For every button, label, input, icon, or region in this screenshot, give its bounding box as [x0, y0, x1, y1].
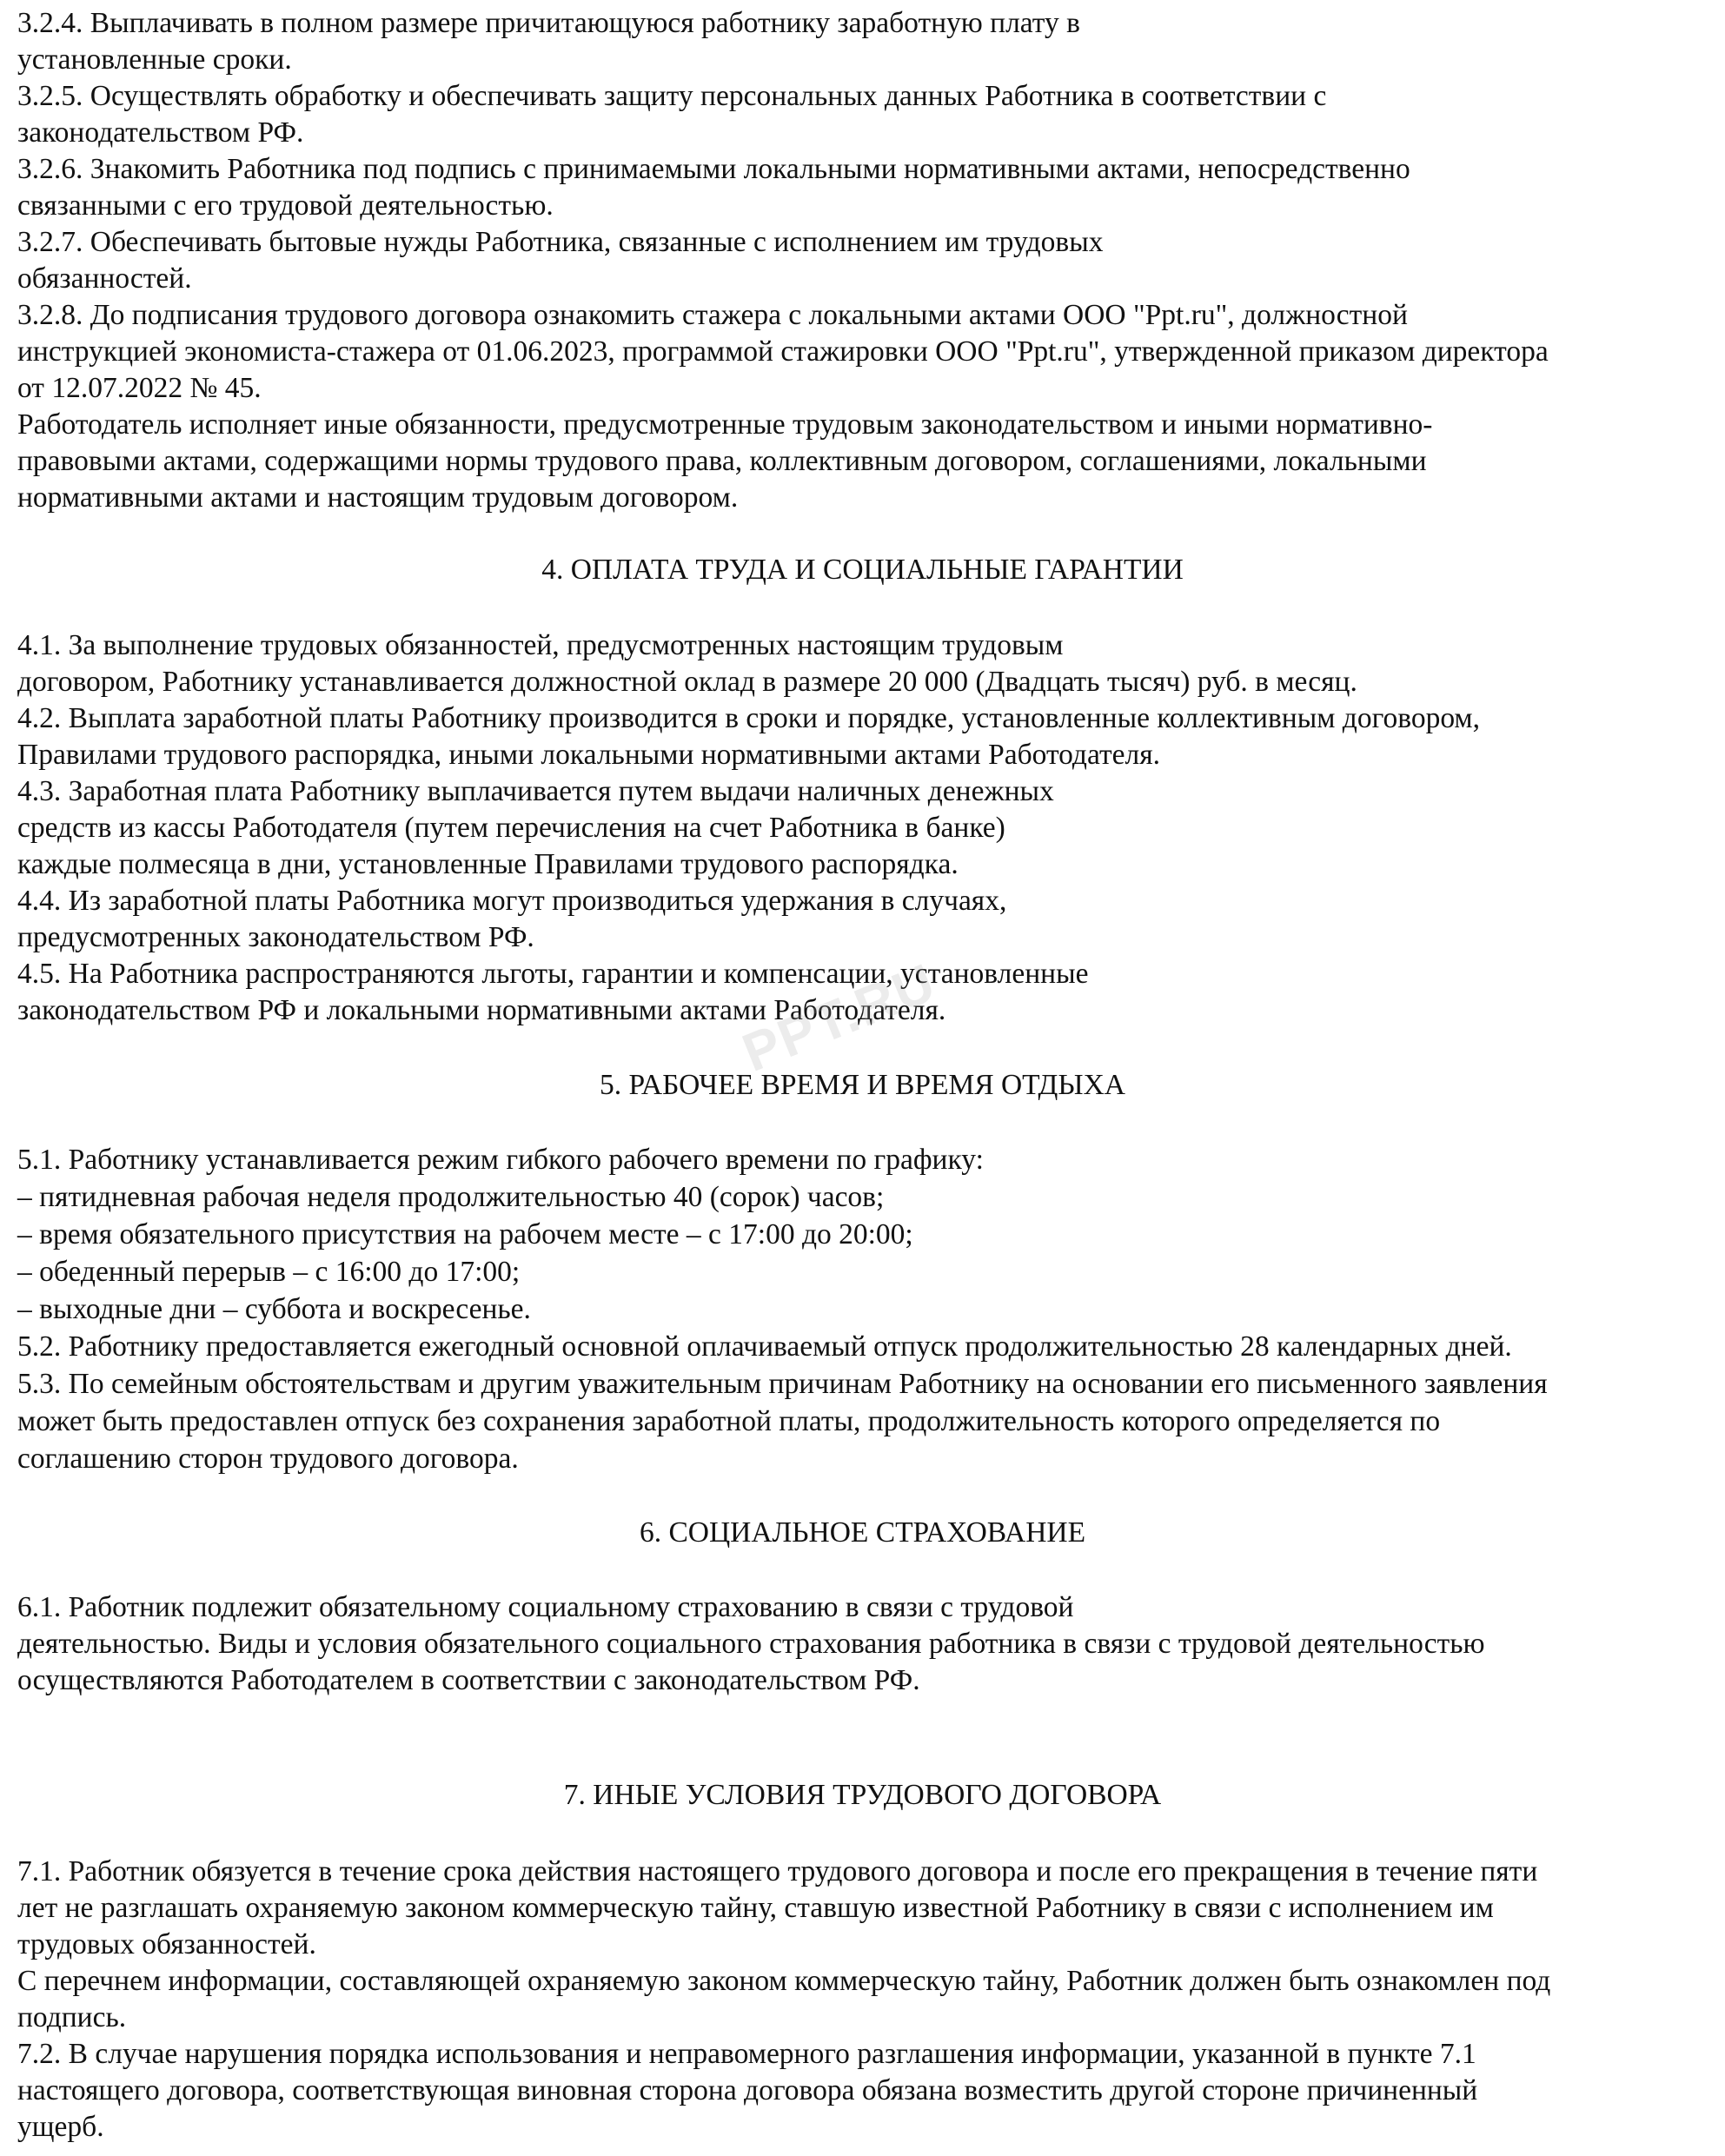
text-line: Правилами трудового распорядка, иными локальными нормативными актами Работодателя.	[17, 739, 1160, 771]
text-line: 7.2. В случае нарушения порядка использования и неправомерного разглашения информации, указанной в пункте 7.1	[17, 2038, 1476, 2070]
text-line: осуществляются Работодателем в соответствии с законодательством РФ.	[17, 1664, 920, 1696]
text-line: законодательством РФ.	[17, 116, 304, 149]
text-line: 4.1. За выполнение трудовых обязанностей, предусмотренных настоящим трудовым	[17, 629, 1064, 661]
text-line: – время обязательного присутствия на рабочем месте – с 17:00 до 20:00;	[17, 1218, 913, 1250]
text-line: 7.1. Работник обязуется в течение срока действия настоящего трудового договора и после его прекращения в течение пяти	[17, 1855, 1538, 1887]
text-line: может быть предоставлен отпуск без сохранения заработной платы, продолжительность которого определяется по	[17, 1405, 1441, 1437]
text-line: 4.5. На Работника распространяются льготы, гарантии и компенсации, установленные	[17, 958, 1089, 990]
text-line: лет не разглашать охраняемую законом коммерческую тайну, ставшую известной Работнику в связи с исполнением им	[17, 1892, 1494, 1924]
text-line: деятельностью. Виды и условия обязательного социального страхования работника в связи с трудовой деятельностью	[17, 1628, 1485, 1660]
section-4-heading: 4. ОПЛАТА ТРУДА И СОЦИАЛЬНЫЕ ГАРАНТИИ	[541, 554, 1184, 586]
text-line: С перечнем информации, составляющей охраняемую законом коммерческую тайну, Работник должен быть ознакомлен под	[17, 1965, 1551, 1997]
text-line: 5.1. Работнику устанавливается режим гибкого рабочего времени по графику:	[17, 1144, 984, 1176]
text-line: Работодатель исполняет иные обязанности, предусмотренные трудовым законодательством и иными нормативно-	[17, 408, 1433, 441]
text-line: настоящего договора, соответствующая виновная сторона договора обязана возместить другой стороне причиненный	[17, 2074, 1478, 2106]
text-line: – пятидневная рабочая неделя продолжительностью 40 (сорок) часов;	[17, 1181, 885, 1213]
text-line: средств из кассы Работодателя (путем перечисления на счет Работника в банке)	[17, 812, 1005, 844]
text-line: 6.1. Работник подлежит обязательному социальному страхованию в связи с трудовой	[17, 1591, 1074, 1623]
text-line: подпись.	[17, 2001, 127, 2033]
text-line: ущерб.	[17, 2111, 104, 2143]
text-line: соглашению сторон трудового договора.	[17, 1443, 519, 1475]
text-line: 5.2. Работнику предоставляется ежегодный основной оплачиваемый отпуск продолжительностью 28 календарных дней.	[17, 1330, 1512, 1363]
text-line: 3.2.7. Обеспечивать бытовые нужды Работника, связанные с исполнением им трудовых	[17, 226, 1104, 258]
text-line: инструкцией экономиста-стажера от 01.06.2023, программой стажировки ООО "Ppt.ru", утвержденной приказом директора	[17, 335, 1549, 368]
text-line: – выходные дни – суббота и воскресенье.	[17, 1293, 531, 1325]
section-6-heading: 6. СОЦИАЛЬНОЕ СТРАХОВАНИЕ	[639, 1516, 1086, 1549]
text-line: 3.2.4. Выплачивать в полном размере причитающуюся работнику заработную плату в	[17, 7, 1080, 39]
text-line: 4.2. Выплата заработной платы Работнику производится в сроки и порядке, установленные коллективным договором,	[17, 702, 1480, 734]
text-line: обязанностей.	[17, 262, 192, 295]
watermark: PPT.RU	[734, 952, 945, 1084]
text-line: законодательством РФ и локальными нормативными актами Работодателя.	[17, 994, 946, 1026]
text-line: установленные сроки.	[17, 43, 292, 76]
text-line: 4.3. Заработная плата Работнику выплачивается путем выдачи наличных денежных	[17, 775, 1054, 807]
text-line: 4.4. Из заработной платы Работника могут производиться удержания в случаях,	[17, 885, 1007, 917]
text-line: – обеденный перерыв – с 16:00 до 17:00;	[17, 1256, 521, 1288]
section-5-heading: 5. РАБОЧЕЕ ВРЕМЯ И ВРЕМЯ ОТДЫХА	[600, 1069, 1125, 1101]
section-7-heading: 7. ИНЫЕ УСЛОВИЯ ТРУДОВОГО ДОГОВОРА	[563, 1779, 1162, 1811]
text-line: 3.2.6. Знакомить Работника под подпись с принимаемыми локальными нормативными актами, непосредственно	[17, 153, 1410, 185]
text-line: 3.2.5. Осуществлять обработку и обеспечивать защиту персональных данных Работника в соответствии с	[17, 80, 1327, 112]
text-line: предусмотренных законодательством РФ.	[17, 921, 534, 953]
text-line: правовыми актами, содержащими нормы трудового права, коллективным договором, соглашениями, локальными	[17, 445, 1427, 477]
text-line: договором, Работнику устанавливается должностной оклад в размере 20 000 (Двадцать тысяч) руб. в месяц.	[17, 666, 1357, 698]
text-line: от 12.07.2022 № 45.	[17, 372, 262, 404]
text-line: 5.3. По семейным обстоятельствам и другим уважительным причинам Работнику на основании его письменного заявления	[17, 1368, 1548, 1400]
text-line: каждые полмесяца в дни, установленные Правилами трудового распорядка.	[17, 848, 959, 880]
text-line: связанными с его трудовой деятельностью.	[17, 189, 554, 222]
text-line: трудовых обязанностей.	[17, 1928, 316, 1960]
text-line: 3.2.8. До подписания трудового договора ознакомить стажера с локальными актами ООО "Ppt.ru", должностной	[17, 299, 1408, 331]
text-line: нормативными актами и настоящим трудовым договором.	[17, 481, 739, 514]
